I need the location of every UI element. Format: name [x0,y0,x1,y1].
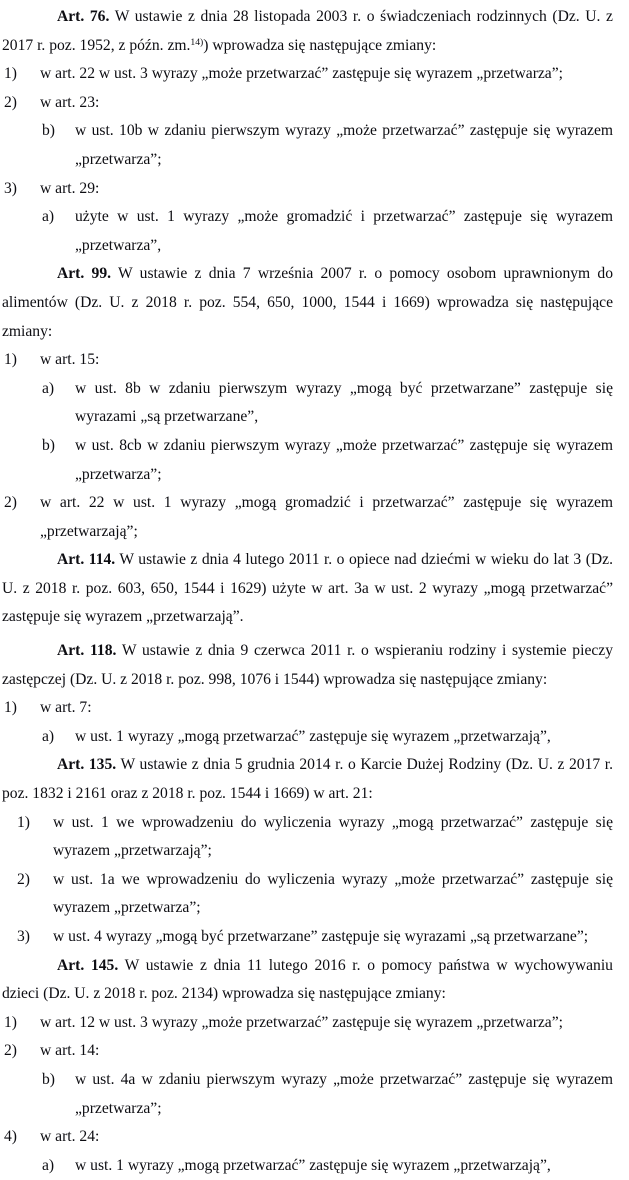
list-item [2,60,613,89]
list-item [2,1066,613,1123]
text-run: W ustawie z dnia 9 czerwca 2011 r. o wspieraniu rodziny i systemie pieczy zastępczej (Dz. U. z 2018 r. poz. 998, 1076 i 1544) wprowadza się następujące zmiany: [2,642,614,688]
article-paragraph [2,260,613,346]
list-item-marker: 2) [4,1042,17,1060]
text-run: użyte w ust. 1 wyrazy „może gromadzić i przetwarzać” zastępuje się wyrazem „przetwarza”, [75,208,613,254]
text-run: W ustawie z dnia 7 września 2007 r. o pomocy osobom uprawnionym do alimentów (Dz. U. z 2018 r. poz. 554, 650, 1000, 1544 i 1669) wprowadza się następujące zmiany: [2,265,613,340]
list-item [2,1009,613,1038]
text-run: w art. 24: [40,1128,100,1146]
text-run: w ust. 4 wyrazy „mogą być przetwarzane” zastępuje się wyrazami „są przetwarzane”; [53,928,589,945]
list-item-marker: 2) [4,494,17,512]
text-run: W ustawie z dnia 11 lutego 2016 r. o pomocy państwa w wychowywaniu dzieci (Dz. U. z 2018 r. poz. 2134) wprowadza się następujące zmiany: [2,956,613,1003]
text-run: w art. 15: [40,351,100,369]
list-item-marker: b) [42,436,55,454]
text-run: w art. 22 w ust. 3 wyrazy „może przetwarzać” zastępuje się wyrazem „przetwarza”; [40,65,563,83]
list-item-marker: 1) [17,813,30,831]
list-item [2,346,613,375]
text-run: w art. 23: [40,93,100,111]
list-item-marker: 1) [4,351,17,369]
list-item-marker: 4) [4,1128,17,1146]
list-item-marker: b) [42,122,55,140]
text-run: w art. 22 w ust. 1 wyrazy „mogą gromadzić i przetwarzać” zastępuje się wyrazem „przetwarzają”; [40,494,613,540]
text-run: W ustawie z dnia 5 grudnia 2014 r. o Karcie Dużej Rodziny (Dz. U. z 2017 r. poz. 1832 i 2161 oraz z 2018 r. poz. 1544 i 1669) w art. 21: [2,756,613,803]
list-item [2,694,613,723]
list-item [2,489,613,546]
article-paragraph [2,546,613,632]
text-run: w ust. 4a w zdaniu pierwszym wyrazy „może przetwarzać” zastępuje się wyrazem „przetwarza”; [75,1070,613,1117]
text-run: w ust. 1a we wprowadzeniu do wyliczenia wyrazy „może przetwarzać” zastępuje się wyrazem „przetwarza”; [53,870,613,917]
list-item-marker: 3) [4,179,17,197]
list-item [2,1037,613,1066]
text-run: w ust. 8b w zdaniu pierwszym wyrazy „mogą być przetwarzane” zastępuje się wyrazami „są przetwarzane”, [75,379,613,426]
article-number-label: Art. 76. [57,8,110,25]
article-number-label: Art. 135. [57,756,117,774]
article-paragraph [2,751,613,808]
list-item-marker: 3) [17,928,30,945]
list-item [2,1123,613,1152]
list-item [2,375,613,432]
list-item [2,203,613,260]
list-item-marker: 2) [4,93,17,111]
text-run: w ust. 1 wyrazy „mogą przetwarzać” zastępuje się wyrazem „przetwarzają”, [75,1156,551,1174]
list-item-marker: b) [42,1070,55,1088]
article-number-label: Art. 145. [57,956,119,974]
list-item-marker: a) [42,1156,55,1174]
list-item-marker: a) [42,727,55,745]
article-number-label: Art. 114. [57,551,116,569]
list-item [2,175,613,204]
article-paragraph [2,3,613,60]
list-item [2,809,613,866]
text-run: w art. 7: [40,699,92,717]
document-body [2,3,613,1180]
text-run: W ustawie z dnia 4 lutego 2011 r. o opiece nad dziećmi w wieku do lat 3 (Dz. U. z 2018 r. poz. 603, 650, 1544 i 1629) użyte w art. 3a w ust. 2 wyrazy „mogą przetwarzać” zastępuje się wyrazem „przetwarzają”. [2,551,613,626]
list-item-marker: 1) [4,699,17,717]
text-run: ) wprowadza się następujące zmiany: [203,36,437,54]
list-item [2,866,613,923]
list-item [2,117,613,174]
footnote-reference: 14) [190,37,204,49]
list-item [2,432,613,489]
list-item-marker: 1) [4,1013,17,1031]
article-number-label: Art. 118. [57,642,117,660]
list-item-marker: 2) [17,870,30,888]
list-item [2,723,613,752]
list-item-marker: a) [42,208,55,226]
text-run: w art. 29: [40,179,100,197]
article-paragraph [2,952,613,1009]
article-paragraph [2,637,613,694]
text-run: w ust. 10b w zdaniu pierwszym wyrazy „może przetwarzać” zastępuje się wyrazem „przetwarza”; [75,122,613,168]
list-item-marker: 1) [4,65,17,83]
list-item [2,923,613,952]
list-item-marker: a) [42,379,55,397]
text-run: w art. 14: [40,1042,100,1060]
text-run: W ustawie z dnia 28 listopada 2003 r. o świadczeniach rodzinnych (Dz. U. z 2017 r. poz. 1952, z późn. zm. [2,8,613,54]
list-item [2,89,613,118]
text-run: w ust. 1 we wprowadzeniu do wyliczenia wyrazy „mogą przetwarzać” zastępuje się wyrazem „przetwarzają”; [53,813,613,860]
list-item [2,1152,613,1180]
text-run: w art. 12 w ust. 3 wyrazy „może przetwarzać” zastępuje się wyrazem „przetwarza”; [40,1013,563,1031]
text-run: w ust. 8cb w zdaniu pierwszym wyrazy „może przetwarzać” zastępuje się wyrazem „przetwarza”; [75,436,613,483]
article-number-label: Art. 99. [57,265,112,283]
text-run: w ust. 1 wyrazy „mogą przetwarzać” zastępuje się wyrazem „przetwarzają”, [75,727,551,745]
